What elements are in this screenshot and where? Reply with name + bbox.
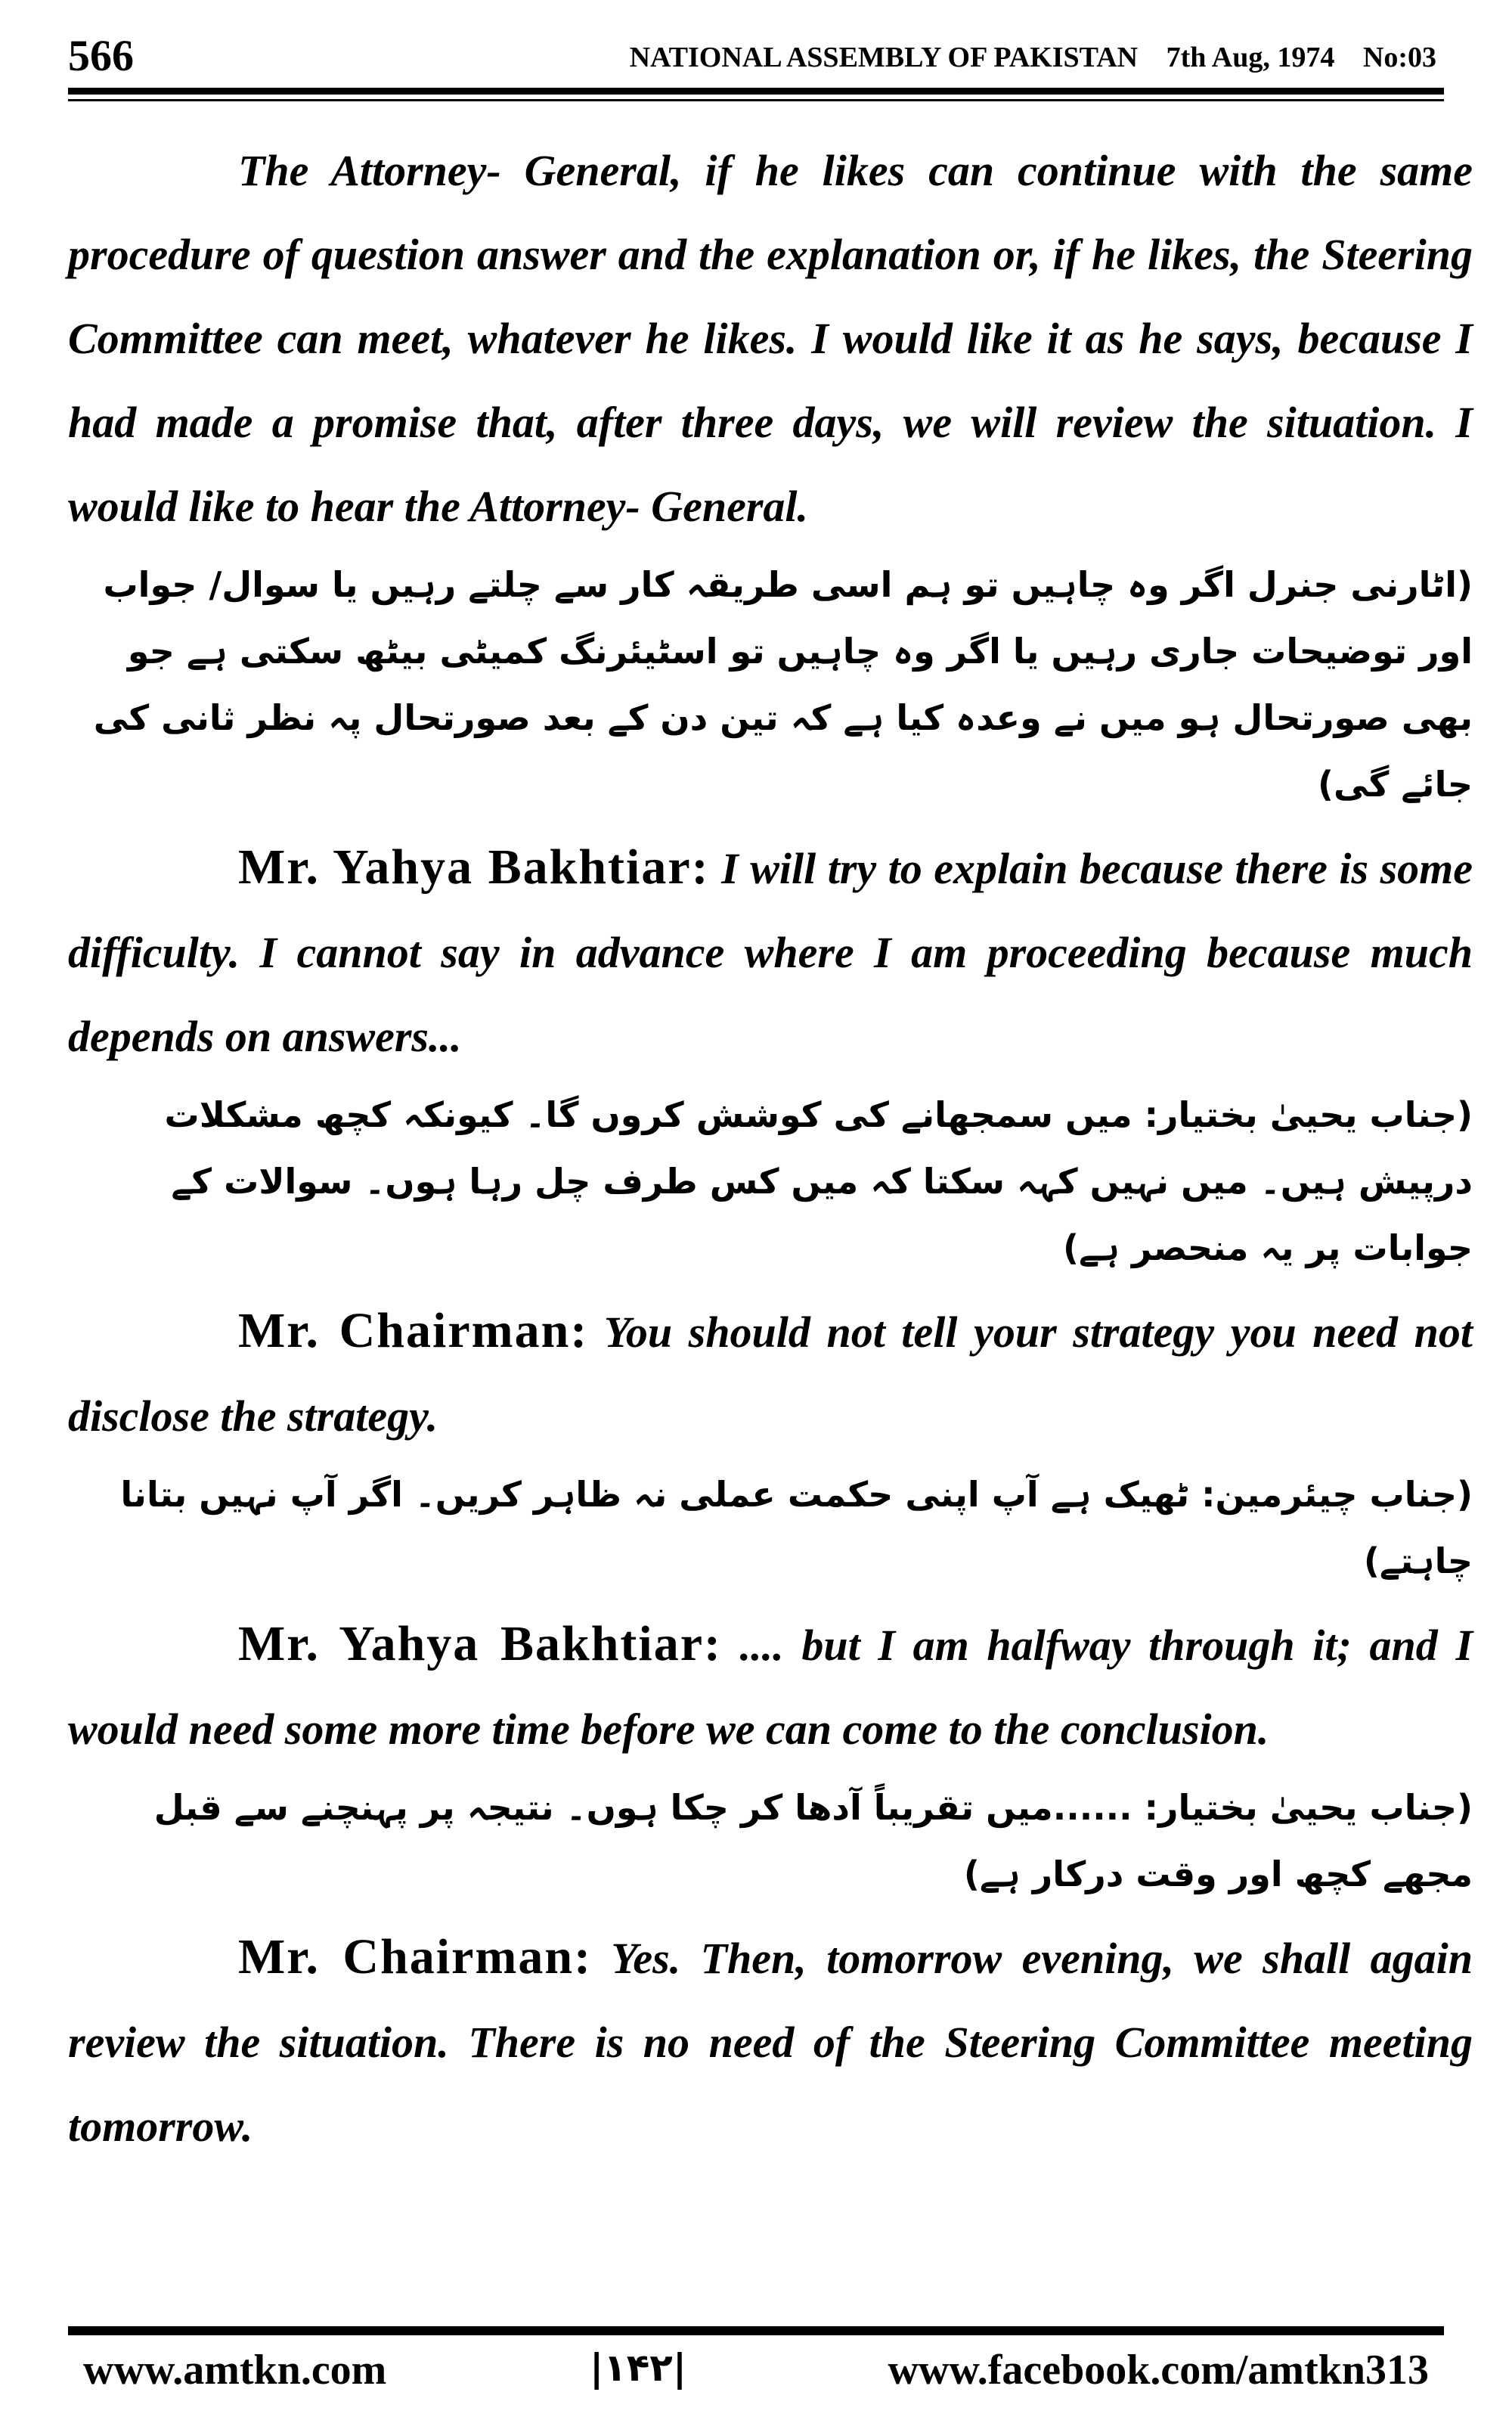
session-date: 7th Aug, 1974: [1166, 42, 1335, 73]
running-head: [609, 41, 1436, 74]
urdu-translation: (جناب یحییٰ بختیار: میں سمجھانے کی کوشش کروں گا۔ کیونکہ کچھ مشکلات درپیش ہیں۔ میں نہیں کہہ سکتا کہ میں کس طرف چل رہا ہوں۔ سوالات کے جوابات پر یہ منحصر ہے): [164, 1094, 1473, 1268]
header-rule-thin: [68, 99, 1444, 101]
page-footer: [68, 2343, 1444, 2403]
page-number: 566: [68, 31, 134, 80]
english-paragraph: [68, 1289, 1473, 1458]
page-header: [68, 30, 1444, 83]
urdu-translation: (جناب یحییٰ بختیار: ......میں تقریباً آدھا کر چکا ہوں۔ نتیجہ پر پہنچنے سے قبل مجھے کچھ اور وقت درکار ہے): [153, 1787, 1473, 1894]
speaker-name: Mr. Chairman:: [238, 1929, 593, 1984]
paragraph-text: I will try to explain because there is some difficulty. I cannot say in advance where I am proceeding because much depends on answers...: [68, 844, 1473, 1061]
speaker-name: Mr. Yahya Bakhtiar:: [238, 839, 710, 895]
urdu-translation: (جناب چیئرمین: ٹھیک ہے آپ اپنی حکمت عملی نہ ظاہر کریں۔ اگر آپ نہیں بتانا چاہتے): [120, 1474, 1473, 1581]
english-paragraph: [68, 1915, 1473, 2168]
paragraph-text: .... but I am halfway through it; and I would need some more time before we can come to the conclusion.: [68, 1621, 1473, 1754]
speaker-name: Mr. Yahya Bakhtiar:: [238, 1616, 722, 1671]
paragraph-text: You should not tell your strategy you need not disclose the strategy.: [68, 1308, 1473, 1441]
footer-rule: [68, 2326, 1444, 2335]
footer-page-marker: |۱۴۲|: [590, 2346, 687, 2390]
page-body: [68, 129, 1473, 2168]
speaker-name: Mr. Chairman:: [238, 1303, 589, 1358]
facebook-link[interactable]: www.facebook.com/amtkn313: [888, 2347, 1429, 2394]
header-rule-thick: [68, 88, 1444, 95]
paragraph-text: Yes. Then, tomorrow evening, we shall again review the situation. There is no need of the Steering Committee meeting tomorrow.: [68, 1934, 1473, 2151]
english-paragraph: [68, 129, 1473, 548]
english-paragraph: [68, 825, 1473, 1078]
paragraph-text: The Attorney- General, if he likes can continue with the same procedure of question answer and the explanation or, if he likes, the Steering Committee can meet, whatever he likes. I would like it as he says, because I had made a promise that, after three days, we will review the situation. I would like to hear the Attorney- General.: [68, 146, 1473, 531]
issue-number: No:03: [1362, 42, 1436, 73]
publication-title: NATIONAL ASSEMBLY OF PAKISTAN: [629, 42, 1139, 73]
website-link[interactable]: www.amtkn.com: [83, 2347, 387, 2394]
english-paragraph: [68, 1602, 1473, 1771]
urdu-translation: (اٹارنی جنرل اگر وہ چاہیں تو ہم اسی طریقہ کار سے چلتے رہیں یا سوال/ جواب اور توضیحات جاری رہیں یا اگر وہ چاہیں تو اسٹیئرنگ کمیٹی بیٹھ سکتی ہے جو بھی صورتحال ہو میں نے وعدہ کیا ہے کہ تین دن کے بعد صورتحال پہ نظر ثانی کی جائے گی): [93, 564, 1473, 805]
